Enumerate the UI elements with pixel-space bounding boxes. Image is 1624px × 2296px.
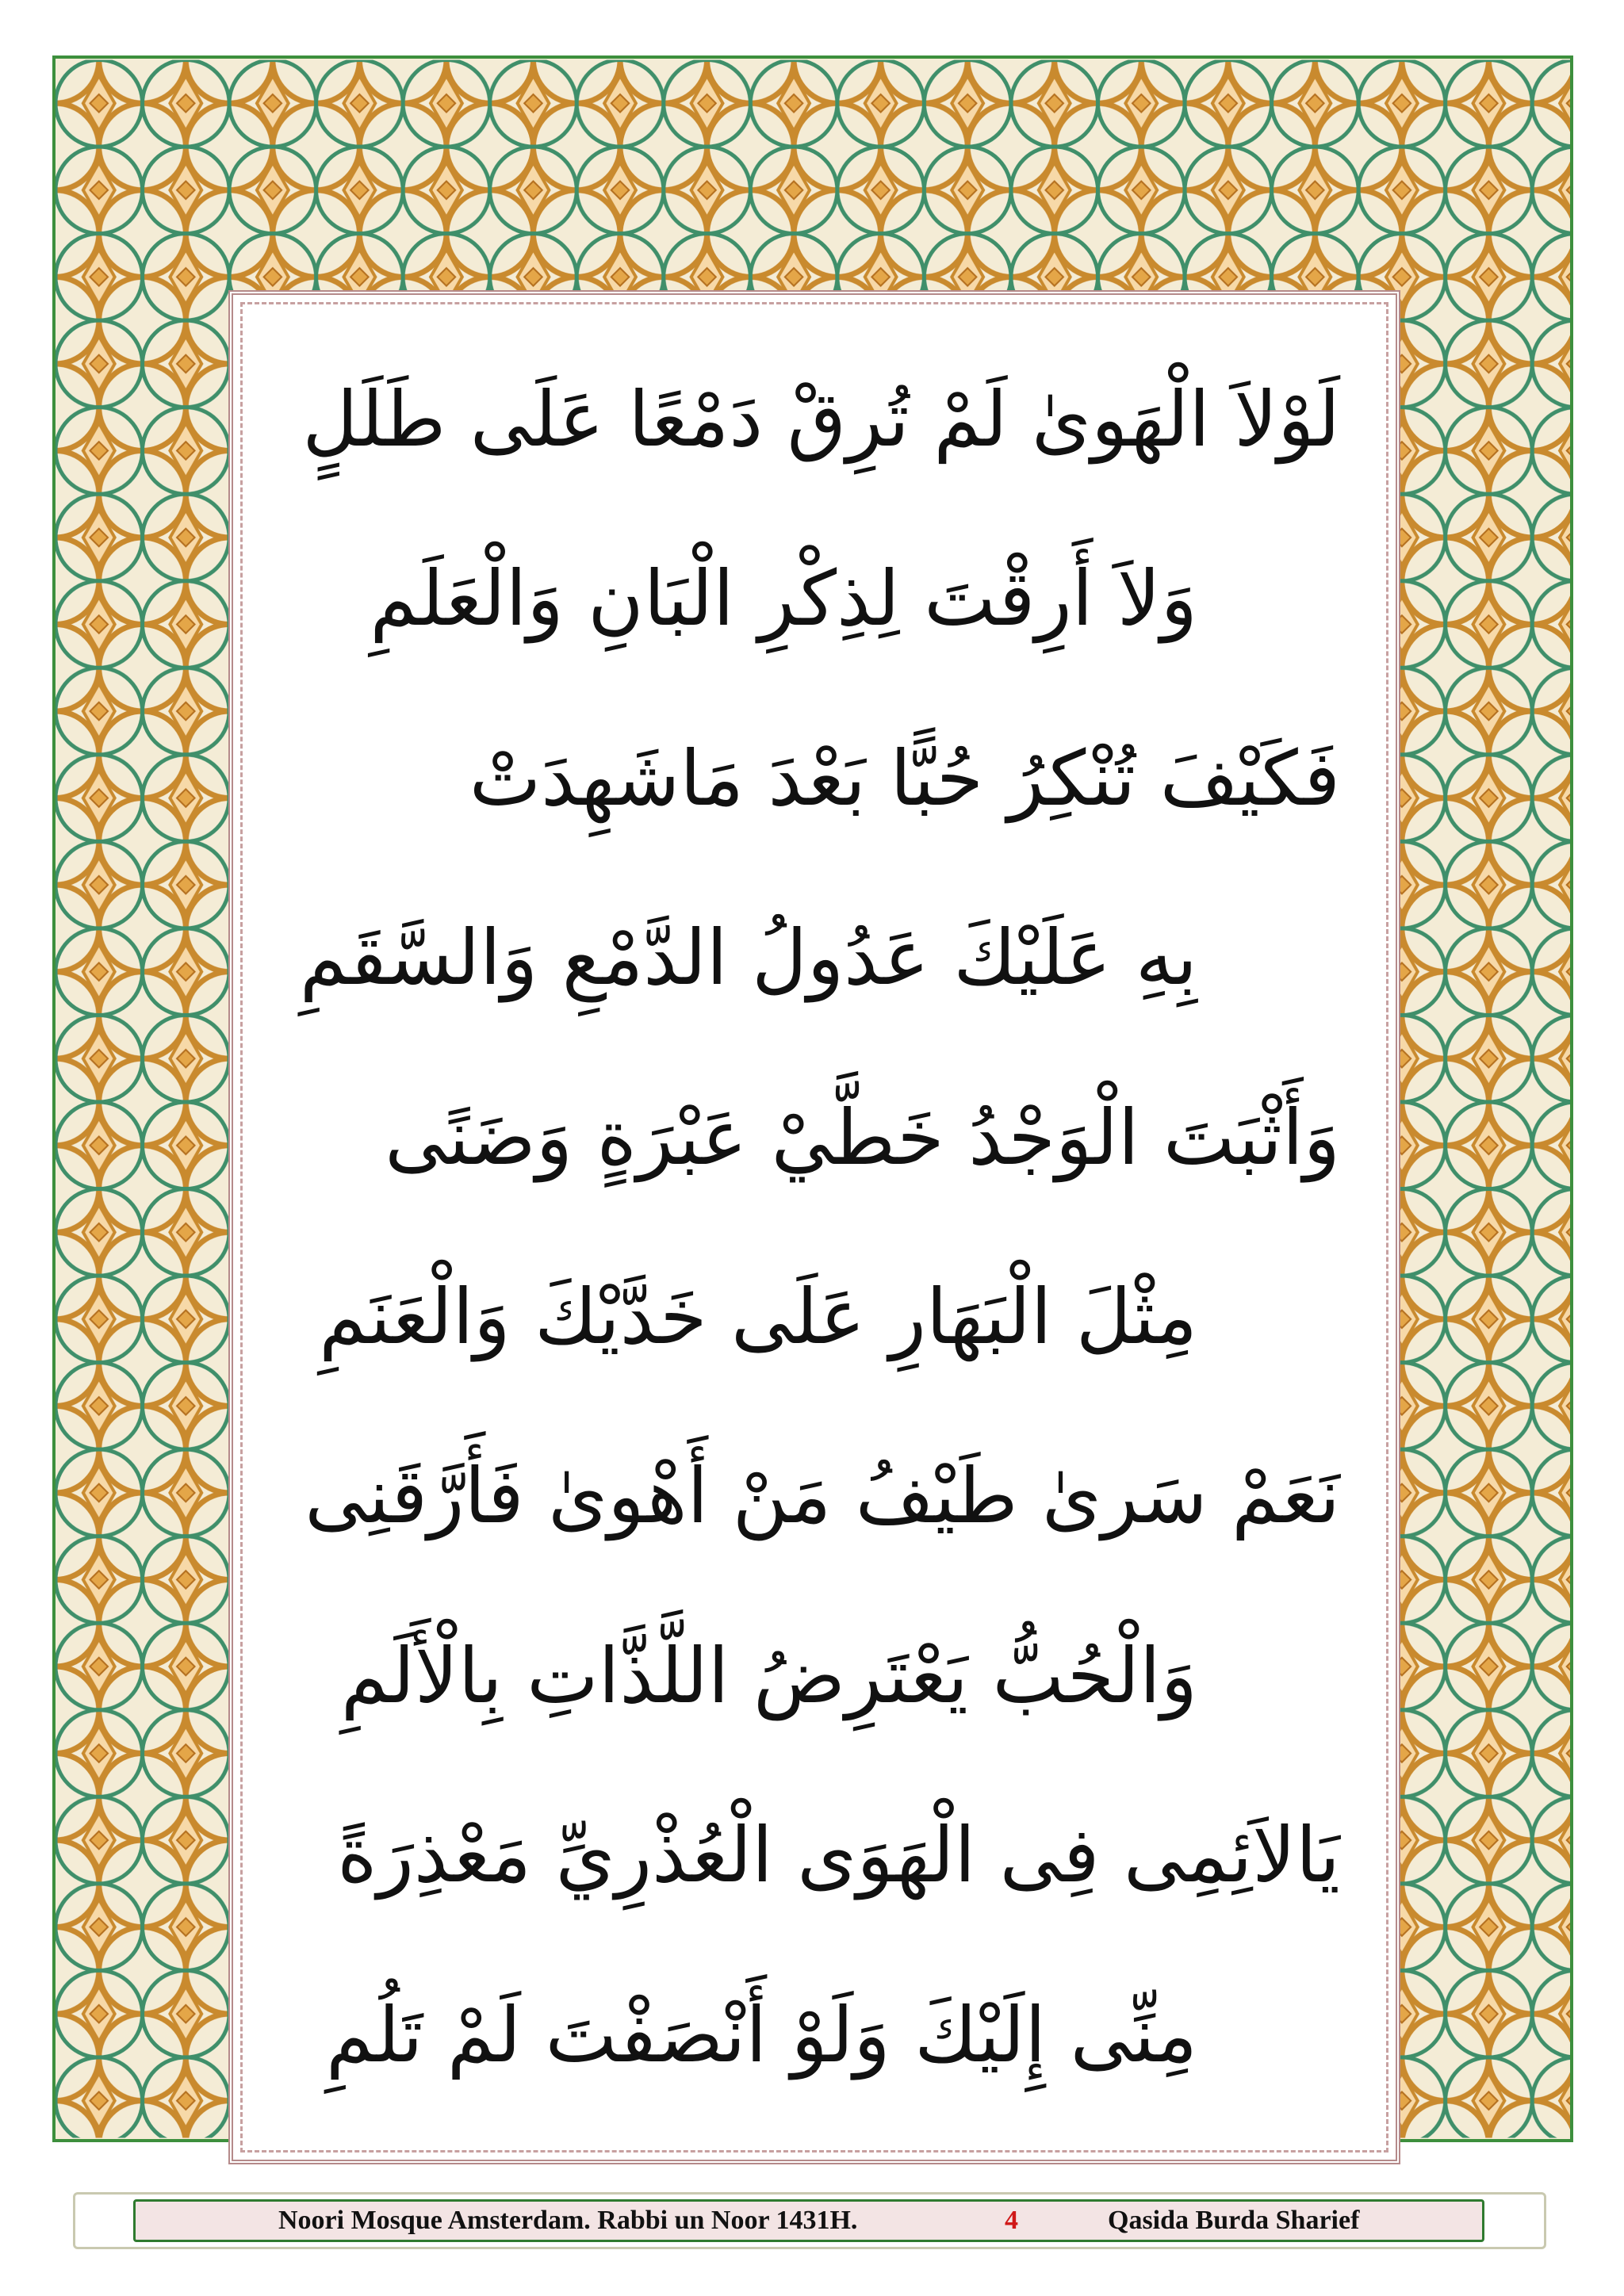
verse-line-4: بِهِ عَلَيْكَ عَدُولُ الدَّمْعِ وَالسَّقَمِ	[299, 913, 1197, 1003]
verse-line-2: وَلاَ أَرِقْتَ لِذِكْرِ الْبَانِ وَالْعَلَمِ	[370, 554, 1197, 644]
footer-book-title: Qasida Burda Sharief	[1108, 2206, 1360, 2235]
verse-line-7: نَعَمْ سَرىٰ طَيْفُ مَنْ أَهْوىٰ فَأَرَّقَنِى	[304, 1452, 1340, 1541]
verse-line-3: فَكَيْفَ تُنْكِرُ حُبًّا بَعْدَ مَاشَهِدَتْ	[469, 733, 1340, 823]
verse-panel	[228, 290, 1400, 2164]
verse-line-9: يَالاَئِمِى فِى الْهَوَى الْعُذْرِيِّ مَعْذِرَةً	[337, 1811, 1340, 1900]
verse-list	[265, 335, 1364, 2120]
verse-line-10: مِنِّى إِلَيْكَ وَلَوْ أَنْصَفْتَ لَمْ تَلُمِ	[326, 1990, 1197, 2080]
verse-line-5: وَأَثْبَتَ الْوَجْدُ خَطَّيْ عَبْرَةٍ وَضَنًى	[385, 1093, 1340, 1182]
verse-line-6: مِثْلَ الْبَهَارِ عَلَى خَدَّيْكَ وَالْعَنَمِ	[319, 1272, 1197, 1361]
verse-line-1: لَوْلاَ الْهَوىٰ لَمْ تُرِقْ دَمْعًا عَلَى طَلَلٍ	[302, 375, 1340, 464]
page-number: 4	[1005, 2206, 1018, 2235]
footer-bar	[133, 2199, 1484, 2242]
footer-title: Noori Mosque Amsterdam. Rabbi un Noor 1431H.	[278, 2206, 858, 2235]
ornamental-border	[52, 55, 1573, 2142]
verse-line-8: وَالْحُبُّ يَعْتَرِضُ اللَّذَّاتِ بِالْأَلَمِ	[340, 1631, 1197, 1720]
